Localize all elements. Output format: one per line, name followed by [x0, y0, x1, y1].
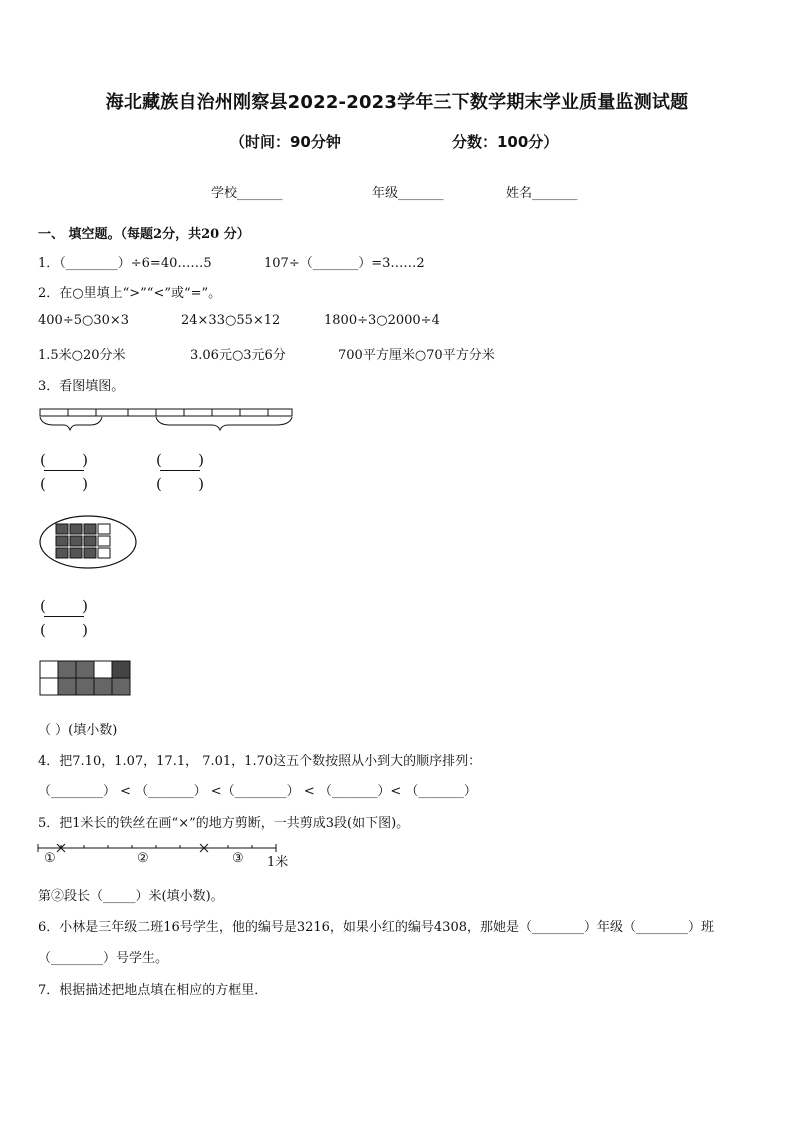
section-heading: 一、 填空题。（每题2分，共20 分） — [38, 227, 250, 242]
fraction-blank-2[interactable] — [156, 451, 204, 495]
wire-length-label: 1米 — [267, 855, 289, 870]
q1-part2: 107÷（_______）=3……2 — [264, 256, 425, 271]
paren-open: ( — [40, 475, 46, 493]
exam-time: （时间：90分钟 — [230, 133, 341, 151]
paren-close: ) — [82, 597, 88, 615]
fraction-bar — [44, 616, 84, 617]
school-field: 学校_______ — [211, 186, 283, 201]
fraction-blank-1[interactable] — [40, 451, 88, 495]
fraction-bar — [160, 470, 200, 471]
q4-answer-line: （________） < （_______） <（________） < （_______）< （_______） — [38, 784, 477, 799]
wire-figure — [36, 840, 282, 856]
q2-prompt: 2．在○里填上“>”“<”或“=”。 — [38, 286, 222, 301]
q2-r1c3: 1800÷3○2000÷4 — [324, 313, 440, 328]
segmented-bar-figure — [36, 403, 298, 437]
q4-prompt: 4．把7.10，1.07，17.1， 7.01，1.70这五个数按照从小到大的顺序排列： — [38, 754, 482, 769]
paren-close: ) — [198, 451, 204, 469]
q1-part1: 1．（________）÷6=40……5 — [38, 256, 212, 271]
q2-r2c2: 3.06元○3元6分 — [190, 348, 286, 363]
segment-label-1: ① — [44, 851, 56, 866]
q5-answer: 第②段长（_____）米(填小数)。 — [38, 889, 224, 904]
q6-line1: 6．小林是三年级二班16号学生，他的编号是3216，如果小红的编号4308，那她是（________）年级（________）班 — [38, 920, 714, 935]
q2-r1c2: 24×33○55×12 — [181, 313, 281, 328]
q3-decimal-answer: （ ）(填小数) — [38, 723, 118, 738]
fraction-bar — [44, 470, 84, 471]
paren-open: ( — [156, 451, 162, 469]
q7-prompt: 7．根据描述把地点填在相应的方框里． — [38, 983, 268, 998]
fraction-blank-3[interactable] — [40, 597, 88, 641]
q6-line2: （________）号学生。 — [38, 951, 169, 966]
paren-open: ( — [40, 597, 46, 615]
q5-prompt: 5．把1米长的铁丝在画“×”的地方剪断，一共剪成3段(如下图)。 — [38, 816, 410, 831]
shaded-grid-figure — [38, 659, 138, 699]
segment-label-2: ② — [137, 851, 149, 866]
exam-score: 分数：100分） — [452, 133, 559, 151]
paren-close: ) — [198, 475, 204, 493]
paren-close: ) — [82, 475, 88, 493]
q3-prompt: 3．看图填图。 — [38, 379, 125, 394]
paren-open: ( — [156, 475, 162, 493]
grade-field: 年级_______ — [372, 186, 444, 201]
page-title: 海北藏族自治州刚察县2022-2023学年三下数学期末学业质量监测试题 — [105, 92, 689, 113]
q2-r1c1: 400÷5○30×3 — [38, 313, 130, 328]
paren-close: ) — [82, 621, 88, 639]
name-field: 姓名_______ — [506, 186, 578, 201]
segment-label-3: ③ — [232, 851, 244, 866]
paren-open: ( — [40, 621, 46, 639]
paren-open: ( — [40, 451, 46, 469]
q2-r2c1: 1.5米○20分米 — [38, 348, 126, 363]
q2-r2c3: 700平方厘米○70平方分米 — [338, 348, 495, 363]
ellipse-grid-figure — [38, 514, 138, 570]
paren-close: ) — [82, 451, 88, 469]
